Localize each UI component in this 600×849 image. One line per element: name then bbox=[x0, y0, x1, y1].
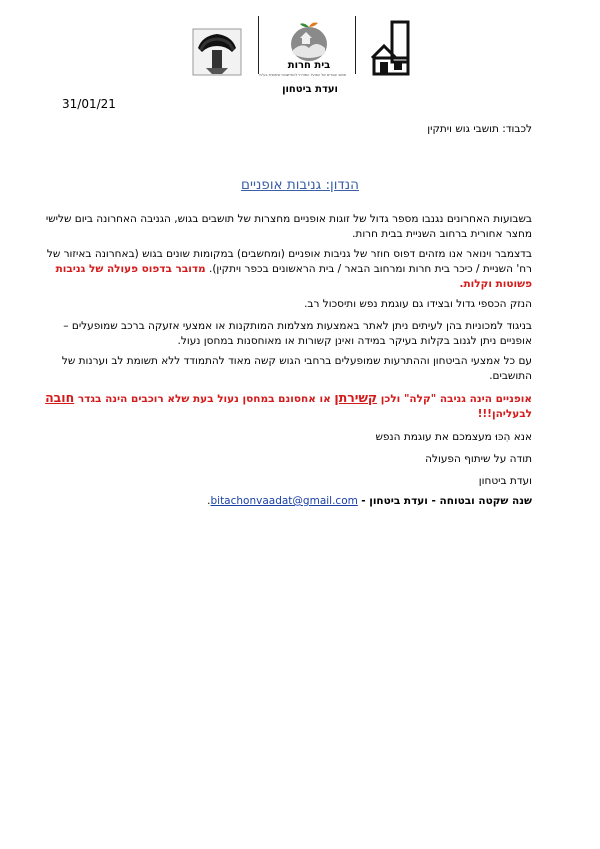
logo-subtitle: מושב עובדים של הפועל המזרחי להתיישבות שיתופית בע"מ bbox=[259, 73, 346, 77]
email-link[interactable]: bitachonvaadat@gmail.com bbox=[210, 495, 358, 507]
paragraph-2-line-2 bbox=[56, 262, 532, 276]
letter-recipient: לכבוד: תושבי גוש ויתקין bbox=[427, 123, 532, 135]
paragraph-2-highlight: מדובר בדפוס פעולה של גניבות bbox=[55, 263, 206, 275]
paragraph-2-line-1: בדצמבר וינואר אנו מזהים דפוס חוזר של גניבות אופניים (ומחשבים) במקומות שונים בגוש (באחרונה באיזור של bbox=[46, 248, 532, 260]
letter-subject: הנדון: גניבות אופניים bbox=[241, 177, 359, 193]
house-tower-icon bbox=[368, 20, 412, 76]
paragraph-5-line-2: התושבים. bbox=[489, 370, 532, 382]
warning-line-1 bbox=[45, 391, 532, 406]
paragraph-1-line-1: בשבועות האחרונים נגנבו מספר גדול של זוגות אופניים מחצרות של תושבים בגוש, הגניבה האחרונה ביום שלישי bbox=[45, 213, 532, 225]
warning-emphasis-must: חובה bbox=[45, 390, 75, 405]
paragraph-5-line-1: עם כל אמצעי הביטחון וההתרעות שמופעלים ברחבי הגוש קשה מאוד להתמודד ללא תשומת לב וערנות של bbox=[61, 355, 532, 367]
letter-date: 31/01/21 bbox=[62, 97, 116, 111]
orange-landscape-icon bbox=[278, 20, 340, 64]
warning-line-2: לבעליהן!!! bbox=[477, 408, 532, 420]
logo-name: בית חרות bbox=[287, 60, 331, 71]
paragraph-1-line-2: מחצר אחורית ברחוב השניית בבית חרות. bbox=[352, 228, 532, 240]
header-separator bbox=[258, 16, 259, 74]
trailing-dot: . bbox=[207, 495, 211, 507]
paragraph-3: הנזק הכספי גדול ובצידו גם עוגמת נפש ותיסכול רב. bbox=[304, 298, 532, 310]
paragraph-2-text: רח' השניית / כיכר בית חרות ומרחוב הבאר / בית הראשונים בכפר ויתקין). bbox=[209, 263, 532, 275]
paragraph-2-line-3: פשוטות וקלות. bbox=[459, 278, 532, 290]
warning-emphasis-tie: קשירתן bbox=[334, 390, 378, 405]
committee-label: ועדת ביטחון bbox=[282, 84, 338, 95]
paragraph-4-line-2: אופניים ניתן לגנוב בקלות בעיקר במידה ואינן קשורות או מאוחסנות במחסן נעול. bbox=[177, 335, 532, 347]
shield-emblem-icon bbox=[192, 28, 242, 76]
warning-text-a: אופניים הינה גניבה "קלה" ולכן bbox=[380, 393, 532, 405]
paragraph-4-line-1: בניגוד למכוניות בהן לעיתים ניתן לאתר באמצעות מצלמות המותקנות או אמצעי אזעקה ברכב שמופעלים – bbox=[63, 320, 532, 332]
closing-line-1: אנא הִכּוּ מעצמכם את עוגמת הנפש bbox=[375, 431, 532, 443]
warning-text-c: או אחסונם במחסן נעול בעת שלא רוכבים הינה בגדר bbox=[77, 393, 331, 405]
signature-text: שנה שקטה ובטוחה - ועדת ביטחון - bbox=[361, 495, 532, 507]
header-separator bbox=[355, 16, 356, 74]
signature-line bbox=[207, 494, 532, 508]
signature-committee: ועדת ביטחון bbox=[478, 475, 532, 487]
subject-line bbox=[0, 174, 600, 193]
closing-line-2: תודה על שיתוף הפעולה bbox=[425, 453, 532, 465]
